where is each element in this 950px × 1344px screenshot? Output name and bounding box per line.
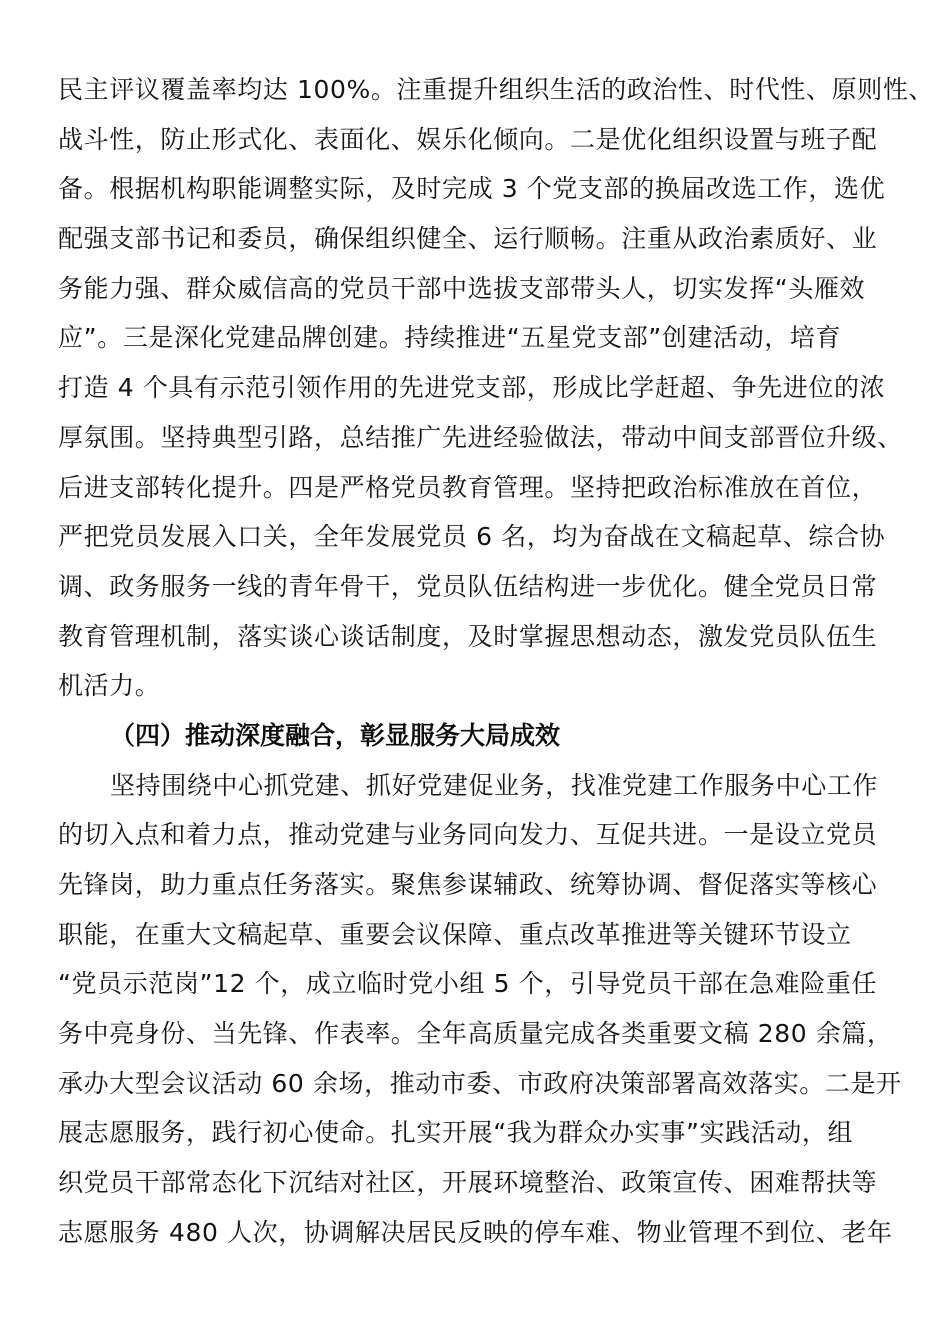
text-line: 后进支部转化提升。四是严格党员教育管理。坚持把政治标准放在首位， <box>58 472 878 502</box>
text-line: “党员示范岗”12 个，成立临时党小组 5 个，引导党员干部在急难险重任 <box>58 969 878 999</box>
text-line: 坚持围绕中心抓党建、抓好党建促业务，找准党建工作服务中心工作 <box>110 770 879 800</box>
text-line: 配强支部书记和委员，确保组织健全、运行顺畅。注重从政治素质好、业 <box>58 224 878 254</box>
text-line: 备。根据机构职能调整实际，及时完成 3 个党支部的换届改选工作，选优 <box>58 174 886 204</box>
text-line: 的切入点和着力点，推动党建与业务同向发力、互促共进。一是设立党员 <box>58 820 878 850</box>
text-line: 民主评议覆盖率均达 100%。注重提升组织生活的政治性、时代性、原则性、 <box>58 75 935 104</box>
text-line: 织党员干部常态化下沉结对社区，开展环境整治、政策宣传、困难帮扶等 <box>58 1168 878 1198</box>
text-line: 承办大型会议活动 60 余场，推动市委、市政府决策部署高效落实。二是开 <box>58 1068 902 1098</box>
section-heading: （四）推动深度融合，彰显服务大局成效 <box>110 720 561 750</box>
text-line: 务中亮身份、当先锋、作表率。全年高质量完成各类重要文稿 280 余篇， <box>58 1019 893 1049</box>
text-line: 战斗性，防止形式化、表面化、娱乐化倾向。二是优化组织设置与班子配 <box>58 124 878 154</box>
text-line: 严把党员发展入口关，全年发展党员 6 名，均为奋战在文稿起草、综合协 <box>58 522 886 552</box>
document-body <box>58 65 935 1258</box>
paragraph-party-organization <box>58 65 935 711</box>
text-line: 务能力强、群众威信高的党员干部中选拔支部带头人，切实发挥“头雁效 <box>58 273 866 303</box>
text-line: 志愿服务 480 人次，协调解决居民反映的停车难、物业管理不到位、老年 <box>58 1217 893 1247</box>
paragraph-deep-integration <box>58 761 902 1258</box>
text-line: 教育管理机制，落实谈心谈话制度，及时掌握思想动态，激发党员队伍生 <box>58 621 878 651</box>
text-line: 调、政务服务一线的青年骨干，党员队伍结构进一步优化。健全党员日常 <box>58 571 878 601</box>
text-line: 机活力。 <box>58 671 161 701</box>
text-line: 应”。三是深化党建品牌创建。持续推进“五星党支部”创建活动，培育 <box>58 323 842 353</box>
text-line: 先锋岗，助力重点任务落实。聚焦参谋辅政、统筹协调、督促落实等核心 <box>58 870 878 899</box>
text-line: 职能，在重大文稿起草、重要会议保障、重点改革推进等关键环节设立 <box>58 919 852 949</box>
text-line: 展志愿服务，践行初心使命。扎实开展“我为群众办实事”实践活动，组 <box>58 1118 854 1148</box>
text-line: 厚氛围。坚持典型引路，总结推广先进经验做法，带动中间支部晋位升级、 <box>58 422 903 452</box>
text-line: 打造 4 个具有示范引领作用的先进党支部，形成比学赶超、争先进位的浓 <box>58 373 886 403</box>
